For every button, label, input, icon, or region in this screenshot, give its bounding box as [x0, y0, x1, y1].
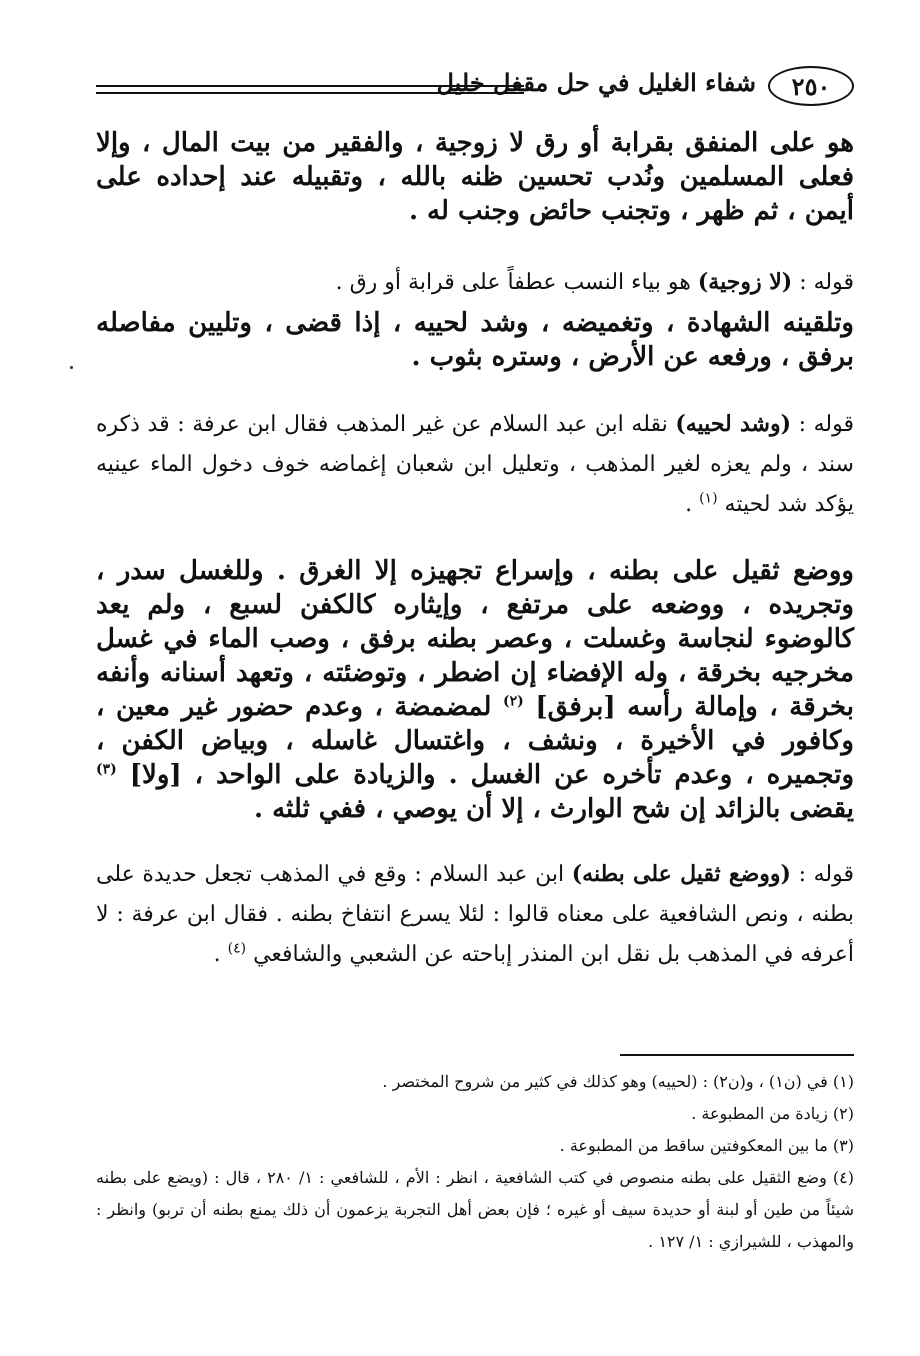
commentary-paragraph-2	[96, 404, 854, 525]
footnote-1: (١) في (ن١) ، و(ن٢) : (لحييه) وهو كذلك في كثير من شروح المختصر .	[382, 1072, 854, 1091]
matn-text-end: يقضى بالزائد إن شح الوارث ، إلا أن يوصي ، ففي ثلثه .	[254, 794, 854, 824]
matn-paragraph-2	[96, 306, 854, 374]
footnote-ref-4[interactable]: (٤)	[227, 940, 247, 957]
footnote-ref-2[interactable]: (٢)	[503, 693, 524, 710]
commentary-prefix: قوله :	[799, 270, 854, 295]
footnote-4: (٤) وضع الثقيل على بطنه منصوص في كتب الشافعية ، انظر : الأم ، للشافعي : ١/ ٢٨٠ ، قال : (ويضع على بطنه شيئاً من طين أو لبنة أو حديدة سيف أو غيره ؛ فإن بعض أهل التجربة يزعمون أن ذلك يمنع بطنه أن تربو) وانظر : والمهذب ، للشيرازي : ١/ ١٢٧ .	[96, 1168, 855, 1251]
stray-dot	[70, 366, 73, 369]
header-double-rule	[96, 85, 524, 94]
commentary-lemma: (ووضع ثقيل على بطنه)	[571, 861, 791, 887]
matn-text: هو على المنفق بقرابة أو رق لا زوجية ، والفقير من بيت المال ، وإلا فعلى المسلمين ونُدب تحسين ظنه بالله ، وتقبيله عند إحداده على أيمن ، ثم ظهر ، وتجنب حائض وجنب له .	[96, 128, 854, 226]
page-header	[96, 66, 854, 114]
footnotes-section	[96, 1066, 854, 1258]
matn-text: وتلقينه الشهادة ، وتغميضه ، وشد لحييه ، إذا قضى ، وتليين مفاصله برفق ، ورفعه عن الأرض ، وستره بثوب .	[96, 308, 854, 372]
matn-text: ووضع ثقيل على بطنه ، وإسراع تجهيزه إلا الغرق . وللغسل سدر ، وتجريده ، ووضعه على مرتفع ، وإيثاره كالكفن لسبع ، ولم يعد كالوضوء لنجاسة وغسلت ، وعصر بطنه برفق ، وصب الماء في غسل مخرجيه بخرقة ، وله الإفضاء إن اضطر ، وتوضئته ، وتعهد أسنانه وأنفه بخرقة ، وإمالة رأسه [برفق]	[96, 556, 854, 722]
commentary-text: ابن عبد السلام : وقع في المذهب تجعل حديدة على بطنه ، ونص الشافعية على معناه قالوا : لئلا يسرع انتفاخ بطنه . فقال ابن عرفة : لا أعرفه في المذهب بل نقل ابن المنذر إباحته عن الشعبي والشافعي	[96, 862, 854, 967]
commentary-prefix: قوله :	[798, 862, 855, 887]
commentary-paragraph-3	[96, 854, 854, 975]
commentary-lemma: (وشد لحييه)	[675, 411, 792, 437]
matn-paragraph-3	[96, 554, 854, 826]
page-number-badge	[768, 66, 854, 106]
running-title: شفاء الغليل في حل مقفل خليل	[436, 68, 756, 97]
matn-text-cont: لمضمضة ، وعدم حضور غير معين ، وكافور في الأخيرة ، ونشف ، واغتسال غاسله ، وبياض الكفن ، وتجميره ، وعدم تأخره عن الغسل . والزيادة على الواحد ، [ولا]	[96, 692, 854, 790]
commentary-tail: .	[685, 492, 693, 517]
commentary-paragraph-1	[96, 262, 854, 303]
commentary-lemma: (لا زوجية)	[697, 269, 793, 295]
matn-paragraph-1	[96, 126, 854, 228]
page-number: ٢٥٠	[791, 71, 831, 101]
footnote-separator	[620, 1054, 854, 1056]
footnote-ref-3[interactable]: (٣)	[96, 761, 117, 778]
commentary-tail: .	[213, 942, 221, 967]
commentary-text: نقله ابن عبد السلام عن غير المذهب فقال ابن عرفة : قد ذكره سند ، ولم يعزه لغير المذهب ، وتعليل ابن شعبان إغماضه خوف دخول الماء عينيه يؤكد شد لحيته	[96, 412, 854, 517]
commentary-prefix: قوله :	[798, 412, 855, 437]
footnote-3: (٣) ما بين المعكوفتين ساقط من المطبوعة .	[559, 1136, 854, 1155]
footnote-2: (٢) زيادة من المطبوعة .	[691, 1104, 854, 1123]
commentary-text: هو بياء النسب عطفاً على قرابة أو رق .	[335, 270, 691, 295]
footnote-ref-1[interactable]: (١)	[699, 490, 718, 507]
